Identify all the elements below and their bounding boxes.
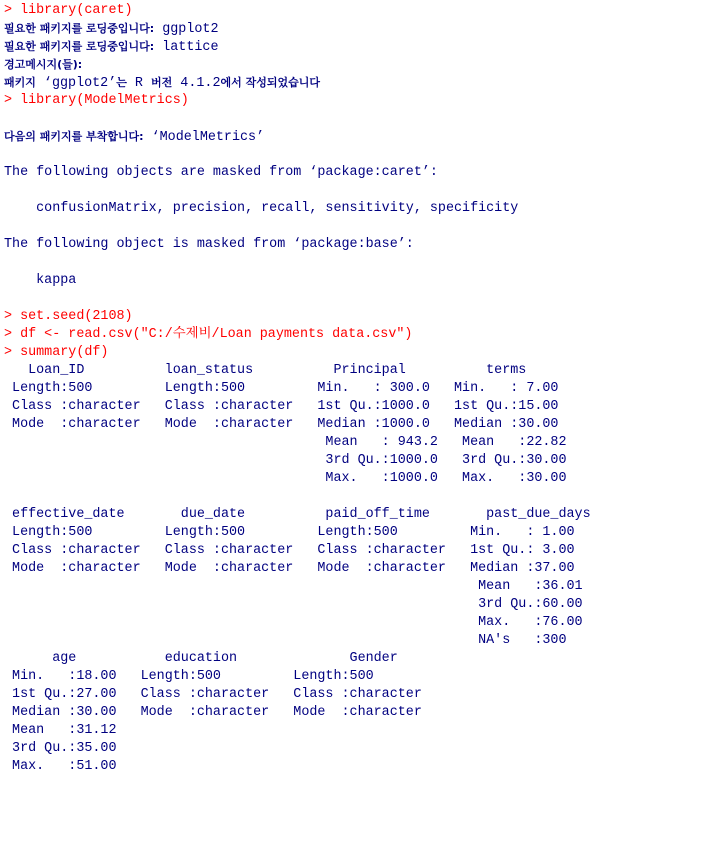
console-korean-segment: 필요한 패키지를 로딩중입니다:	[4, 22, 155, 35]
console-output-line	[4, 20, 728, 38]
console-blank-line	[4, 290, 728, 308]
console-output-line: Class :character Class :character 1st Qu.:1000.0 1st Qu.:15.00	[4, 399, 559, 414]
console-output-line: effective_date due_date paid_off_time past_due_days	[4, 507, 591, 522]
console-korean-segment: 버전	[151, 76, 173, 89]
console-output-line	[4, 74, 728, 92]
console-output-line: Length:500 Length:500 Length:500 Min. : 1.00	[4, 525, 575, 540]
console-output-line: 3rd Qu.:1000.0 3rd Qu.:30.00	[4, 453, 567, 468]
console-output-line: 3rd Qu.:35.00	[4, 741, 117, 756]
console-blank-line	[4, 182, 728, 200]
console-korean-segment: 에서 작성되었습니다	[220, 76, 320, 89]
console-output-line: kappa	[4, 273, 77, 288]
console-output-line: Mean :36.01	[4, 579, 583, 594]
console-korean-segment: 경고메시지(들):	[4, 58, 83, 71]
console-output-line: Max. :51.00	[4, 759, 117, 774]
console-output-line: Length:500 Length:500 Min. : 300.0 Min. : 7.00	[4, 381, 559, 396]
console-korean-segment: 필요한 패키지를 로딩중입니다:	[4, 40, 155, 53]
console-output-line: 3rd Qu.:60.00	[4, 597, 583, 612]
console-korean-segment: 패키지	[4, 76, 36, 89]
console-text-segment: ggplot2	[154, 22, 219, 37]
console-output-line: age education Gender	[4, 651, 398, 666]
console-blank-line	[4, 254, 728, 272]
console-output-line: Max. :76.00	[4, 615, 583, 630]
console-output-line: Mean : 943.2 Mean :22.82	[4, 435, 567, 450]
console-text-segment: ‘ggplot2’	[35, 76, 117, 91]
console-command-line: > library(ModelMetrics)	[4, 93, 189, 108]
console-output-line: NA's :300	[4, 633, 567, 648]
console-blank-line	[4, 146, 728, 164]
console-korean-segment: 다음의 패키지를 부착합니다:	[4, 130, 144, 143]
console-output-line: Loan_ID loan_status Principal terms	[4, 363, 527, 378]
console-output-line: Mode :character Mode :character Mode :character Median :37.00	[4, 561, 575, 576]
console-output-line: The following objects are masked from ‘package:caret’:	[4, 165, 438, 180]
console-command-line: > set.seed(2108)	[4, 309, 133, 324]
console-output-line: Mean :31.12	[4, 723, 117, 738]
console-output-line: Mode :character Mode :character Median :1000.0 Median :30.00	[4, 417, 559, 432]
console-output-line	[4, 128, 728, 146]
console-text-segment: ‘ModelMetrics’	[143, 130, 265, 145]
console-blank-line	[4, 488, 728, 506]
console-output-line: 1st Qu.:27.00 Class :character Class :character	[4, 687, 422, 702]
console-text-segment: R	[126, 76, 151, 91]
console-command-line: > summary(df)	[4, 345, 109, 360]
console-output-line: Min. :18.00 Length:500 Length:500	[4, 669, 374, 684]
console-korean-segment: 는	[116, 76, 127, 89]
console-output-line	[4, 56, 728, 74]
console-command-line: > df <- read.csv("C:/수제비/Loan payments data.csv")	[4, 327, 413, 342]
console-blank-line	[4, 218, 728, 236]
console-output-line: The following object is masked from ‘package:base’:	[4, 237, 414, 252]
console-output-line: Class :character Class :character Class :character 1st Qu.: 3.00	[4, 543, 575, 558]
console-blank-line	[4, 110, 728, 128]
console-output-line: Median :30.00 Mode :character Mode :character	[4, 705, 422, 720]
console-command-line: > library(caret)	[4, 3, 133, 18]
console-output-line	[4, 38, 728, 56]
console-text-segment: lattice	[154, 40, 219, 55]
console-output-line: confusionMatrix, precision, recall, sensitivity, specificity	[4, 201, 519, 216]
console-text-segment: 4.1.2	[172, 76, 221, 91]
console-output-line: Max. :1000.0 Max. :30.00	[4, 471, 567, 486]
